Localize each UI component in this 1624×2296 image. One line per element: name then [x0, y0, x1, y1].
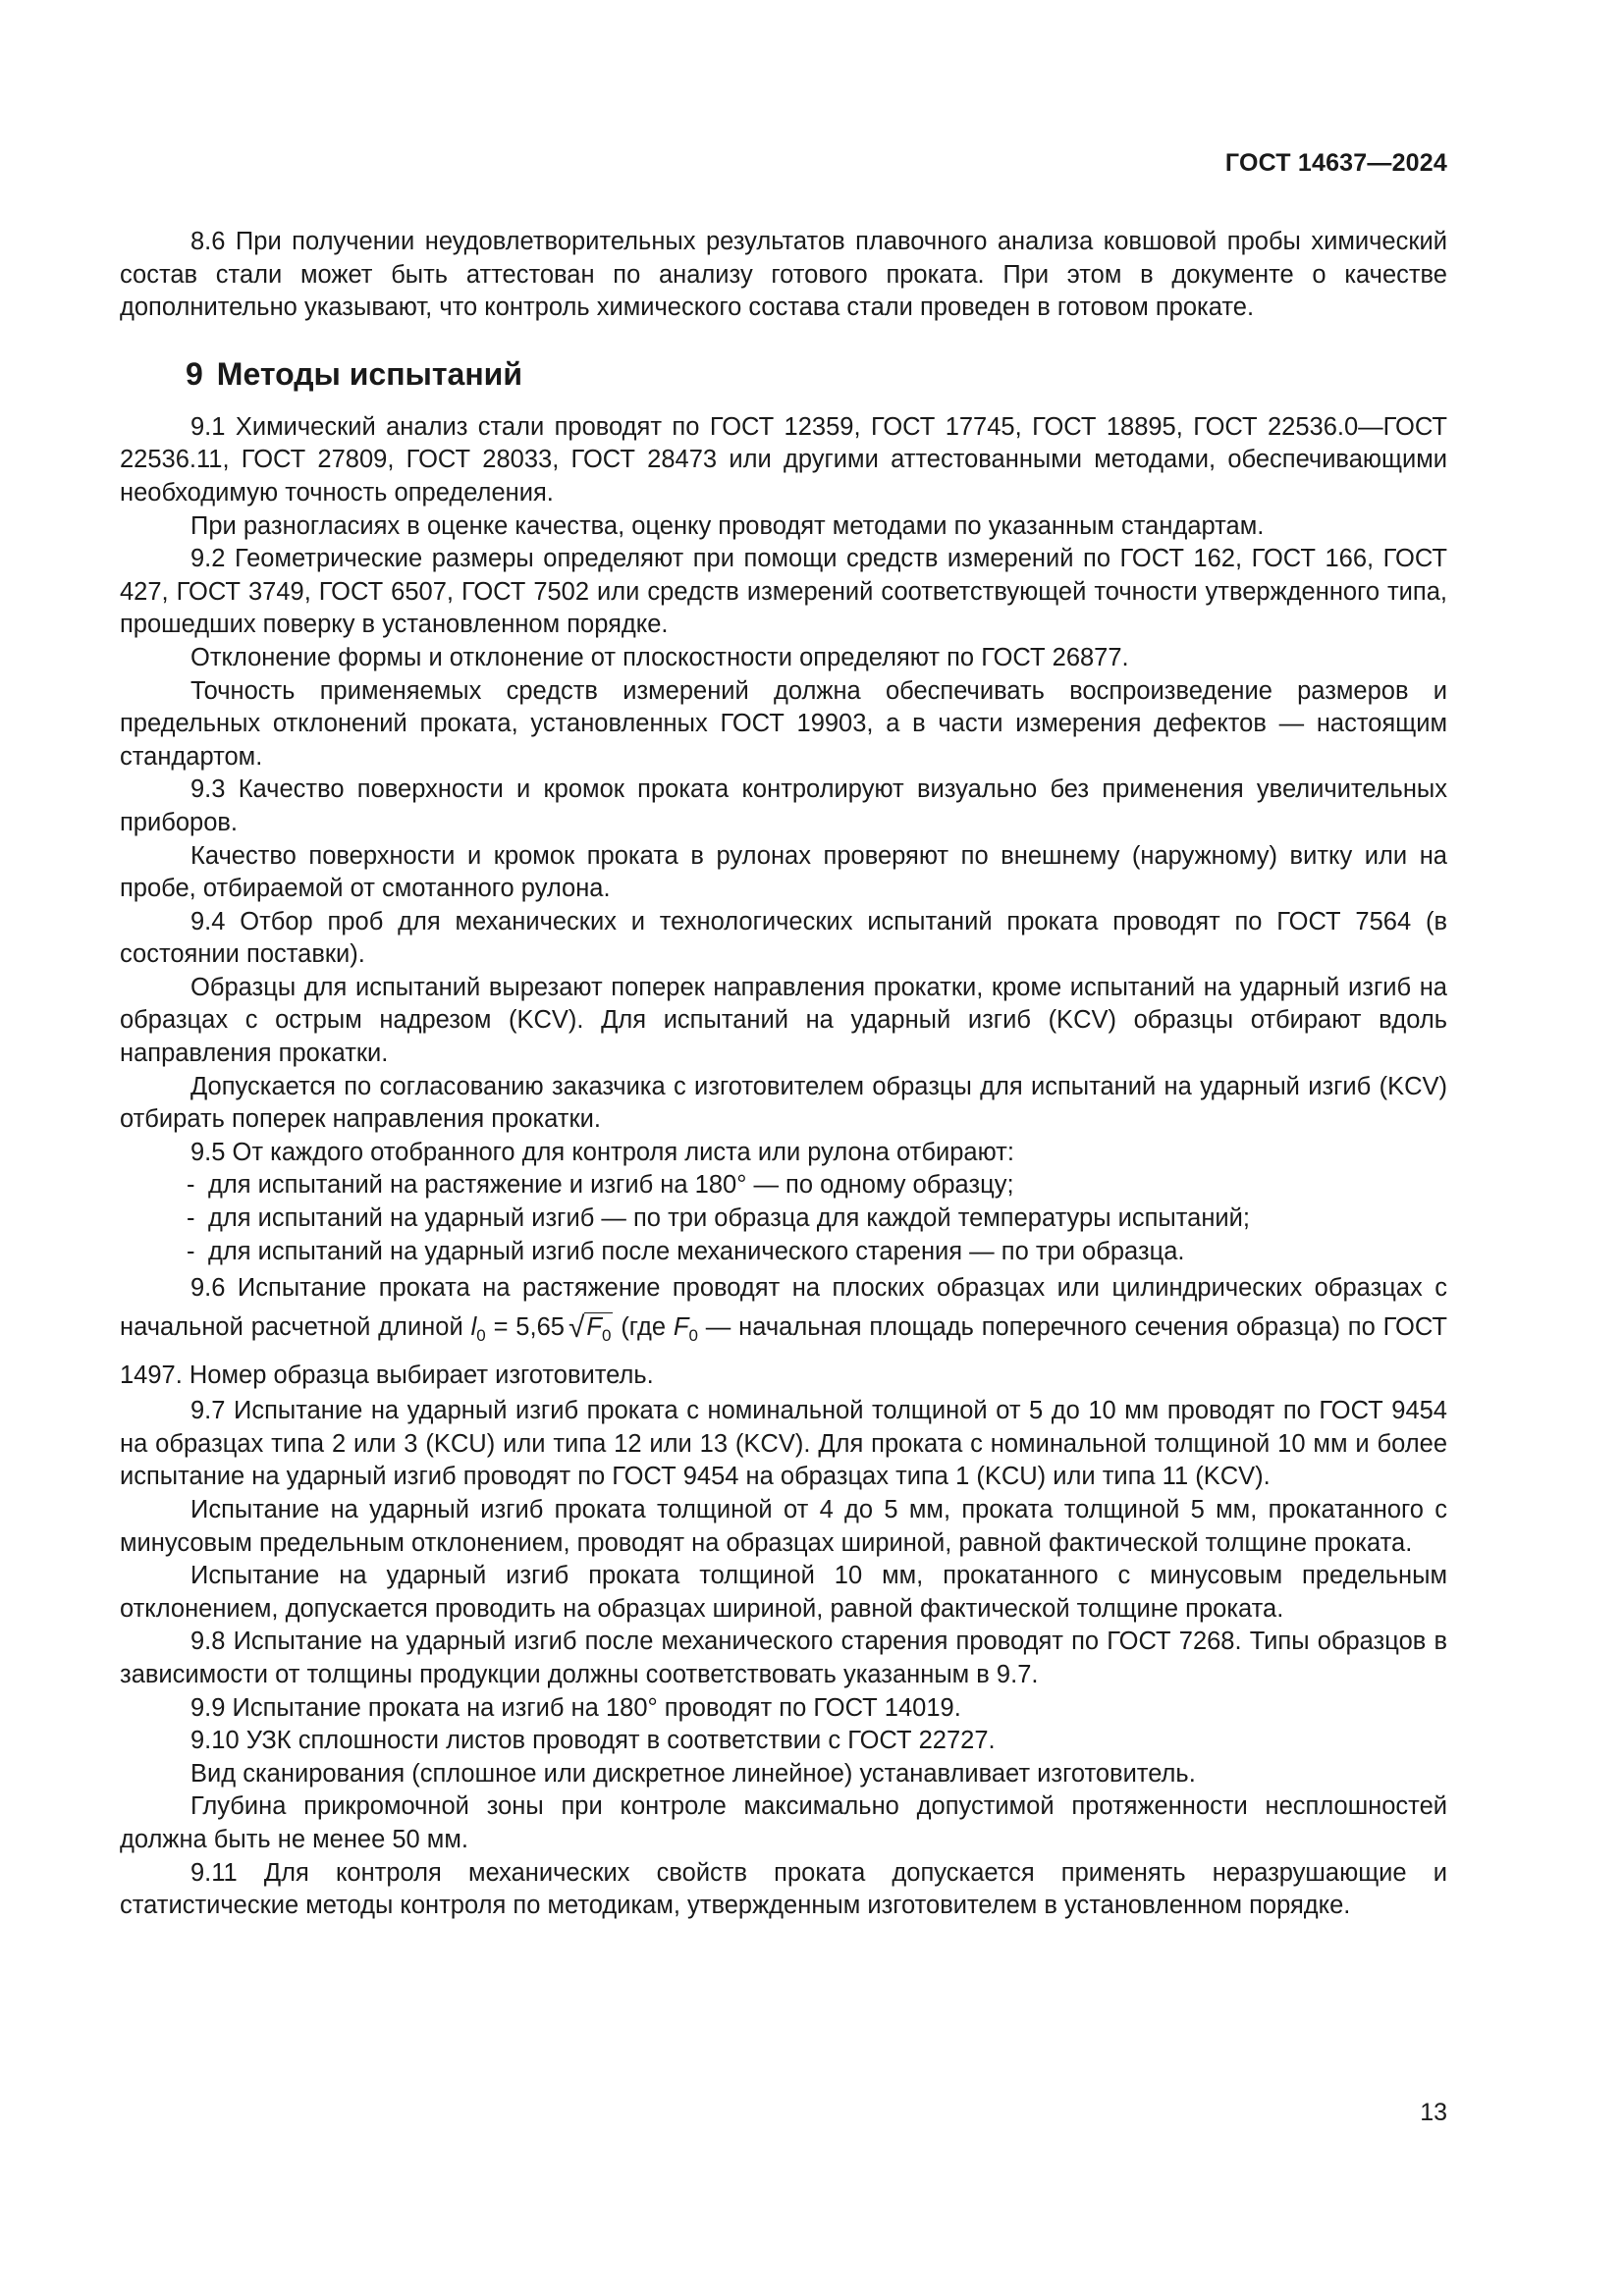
section-title: Методы испытаний	[216, 355, 522, 392]
section-number: 9	[186, 355, 203, 392]
list-marker: -	[187, 1237, 195, 1265]
clause-9-10: 9.10 УЗК сплошности листов проводят в соответствии с ГОСТ 22727.	[190, 1727, 996, 1755]
paragraph: Допускается по согласованию заказчика с изготовителем образцы для испытаний на ударный изгиб (KCV) отбирать поперек направления прокатки.	[120, 1072, 1447, 1134]
radicand: $F_0$	[586, 1313, 612, 1346]
clause-9-6: 9.6 Испытание проката на растяжение проводят на плоских образцах или цилиндрических образцах с начальной расчетной длиной $l_0 = 5,65$ $√F_0$ (где $F_0$ — начальная площадь поперечного сечения образца) по ГОСТ 1497. Номер образца выбирает изготовитель.	[120, 1274, 1447, 1390]
clause-9-8: 9.8 Испытание на ударный изгиб после механического старения проводят по ГОСТ 7268. Типы образцов в зависимости от толщины продукции должны соответствовать указанным в 9.7.	[120, 1628, 1447, 1688]
list-item: - для испытаний на растяжение и изгиб на 180° — по одному образцу;	[120, 1169, 1447, 1202]
clause-9-11: 9.11 Для контроля механических свойств проката допускается применять неразрушающие и статистические методы контроля по методикам, утвержденным изготовителем в установленном порядке.	[120, 1858, 1447, 1920]
list-marker: -	[187, 1171, 195, 1200]
clause-9-9: 9.9 Испытание проката на изгиб на 180° проводят по ГОСТ 14019.	[190, 1693, 961, 1722]
list-item: - для испытаний на ударный изгиб после механического старения — по три образца.	[120, 1236, 1447, 1269]
formula-equals: = 5,65	[493, 1313, 565, 1342]
paragraph: Испытание на ударный изгиб проката толщиной от 4 до 5 мм, проката толщиной 5 мм, прокатанного с минусовым предельным отклонением, проводят на образцах шириной, равной фактической толщине проката.	[120, 1496, 1447, 1557]
formula-l: l	[470, 1313, 477, 1342]
radical-sign: √	[568, 1311, 585, 1345]
paragraph: При разногласиях в оценке качества, оценку проводят методами по указанным стандартам.	[190, 511, 1265, 540]
paragraph: Вид сканирования (сплошное или дискретное линейное) устанавливает изготовитель.	[190, 1759, 1196, 1788]
list-marker: -	[187, 1204, 195, 1233]
paragraph: Испытание на ударный изгиб проката толщиной 10 мм, прокатанного с минусовым предельным отклонением, допускается проводить на образцах шириной, равной фактической толщине проката.	[120, 1562, 1447, 1623]
clause-9-5: 9.5 От каждого отобранного для контроля листа или рулона отбирают:	[190, 1138, 1014, 1166]
clause-9-4: 9.4 Отбор проб для механических и технологических испытаний проката проводят по ГОСТ 7564 (в состоянии поставки).	[120, 907, 1447, 969]
paragraph: Образцы для испытаний вырезают поперек направления прокатки, кроме испытаний на ударный изгиб на образцах с острым надрезом (KCV). Для испытаний на ударный изгиб (KCV) образцы отбирают вдоль направления прокатки.	[120, 973, 1447, 1068]
paragraph: Точность применяемых средств измерений должна обеспечивать воспроизведение размеров и предельных отклонений проката, установленных ГОСТ 19903, а в части измерения дефектов — настоящим стандартом.	[120, 676, 1447, 771]
clause-9-1: 9.1 Химический анализ стали проводят по ГОСТ 12359, ГОСТ 17745, ГОСТ 18895, ГОСТ 22536.0—ГОСТ 22536.11, ГОСТ 27809, ГОСТ 28033, ГОСТ 28473 или другими аттестованными методами, обеспечивающими необходимую точность определения.	[120, 412, 1447, 507]
paragraph: 8.6 При получении неудовлетворительных результатов плавочного анализа ковшовой пробы химический состав стали может быть аттестован по анализу готового проката. При этом в документе о качестве дополнительно указывают, что контроль химического состава стали проведен в готовом прокате.	[120, 228, 1447, 322]
clause-9-2: 9.2 Геометрические размеры определяют при помощи средств измерений по ГОСТ 162, ГОСТ 166, ГОСТ 427, ГОСТ 3749, ГОСТ 6507, ГОСТ 7502 или средств измерений соответствующей точности утвержденного типа, прошедших поверку в установленном порядке.	[120, 545, 1447, 639]
section-heading	[186, 354, 1447, 394]
clause-8-6	[120, 226, 1447, 325]
clause-9-7: 9.7 Испытание на ударный изгиб проката с номинальной толщиной от 5 до 10 мм проводят по ГОСТ 9454 на образцах типа 2 или 3 (KCU) или типа 12 или 13 (KCV). Для проката с номинальной толщиной 10 мм и более испытание на ударный изгиб проводят по ГОСТ 9454 на образцах типа 1 (KCU) или типа 11 (KCV).	[120, 1397, 1447, 1491]
list-item: - для испытаний на ударный изгиб — по три образца для каждой температуры испытаний;	[120, 1202, 1447, 1236]
page-number: 13	[1420, 2099, 1447, 2126]
document-header: ГОСТ 14637—2024	[1224, 149, 1447, 177]
document-body	[120, 226, 1447, 1923]
paragraph: Качество поверхности и кромок проката в рулонах проверяют по внешнему (наружному) витку или на пробе, отбираемой от смотанного рулона.	[120, 841, 1447, 903]
clause-9-3: 9.3 Качество поверхности и кромок проката контролируют визуально без применения увеличительных приборов.	[120, 775, 1447, 836]
paragraph: Отклонение формы и отклонение от плоскостности определяют по ГОСТ 26877.	[190, 643, 1129, 671]
paragraph: Глубина прикромочной зоны при контроле максимально допустимой протяженности несплошностей должна быть не менее 50 мм.	[120, 1792, 1447, 1853]
